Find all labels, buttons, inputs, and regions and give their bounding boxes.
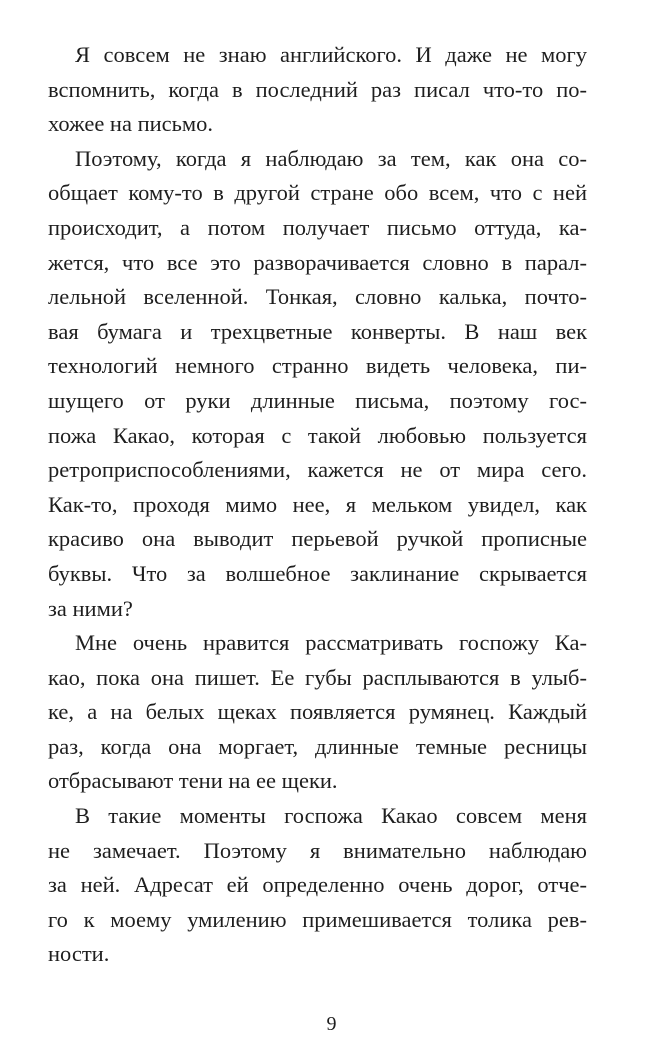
text-line: отбрасывают тени на ее щеки.: [48, 768, 338, 794]
text-line: го к моему умилению примешивается толика рев-: [48, 906, 587, 932]
text-line: жется, что все это разворачивается словно в парал-: [48, 249, 587, 275]
text-line: красиво она выводит перьевой ручкой прописные: [48, 526, 587, 552]
text-line: Я совсем не знаю английского. И даже не могу: [75, 42, 587, 67]
page-body: [48, 38, 587, 972]
text-line: за ней. Адресат ей определенно очень дорог, отче-: [48, 872, 587, 898]
text-line: буквы. Что за волшебное заклинание скрывается: [48, 560, 587, 586]
text-line: Мне очень нравится рассматривать госпожу Ка-: [75, 630, 587, 656]
paragraph: [48, 626, 587, 799]
text-line: шущего от руки длинные письма, поэтому гос-: [48, 387, 587, 413]
text-line: раз, когда она моргает, длинные темные ресницы: [48, 733, 587, 759]
text-line: пожа Какао, которая с такой любовью пользуется: [48, 422, 587, 448]
paragraph: [48, 38, 587, 142]
text-line: као, пока она пишет. Ее губы расплываются в улыб-: [48, 664, 587, 690]
paragraph: [48, 799, 587, 972]
text-line: общает кому-то в другой стране обо всем, что с ней: [48, 180, 587, 206]
text-line: происходит, а потом получает письмо оттуда, ка-: [48, 214, 587, 240]
page-number: 9: [326, 1013, 337, 1035]
text-line: Как-то, проходя мимо нее, я мельком увидел, как: [48, 491, 587, 517]
text-line: ке, а на белых щеках появляется румянец. Каждый: [48, 699, 587, 725]
text-line: вая бумага и трехцветные конверты. В наш век: [48, 318, 587, 344]
text-line: хожее на письмо.: [48, 111, 214, 137]
text-line: за ними?: [48, 595, 133, 621]
text-line: В такие моменты госпожа Какао совсем меня: [75, 803, 587, 829]
text-line: вспомнить, когда в последний раз писал что-то по-: [48, 76, 587, 102]
text-line: не замечает. Поэтому я внимательно наблюдаю: [48, 837, 587, 863]
text-line: технологий немного странно видеть человека, пи-: [48, 353, 587, 379]
text-line: Поэтому, когда я наблюдаю за тем, как она со-: [75, 145, 587, 171]
text-line: ности.: [48, 941, 110, 967]
text-line: ретроприспособлениями, кажется не от мира сего.: [48, 457, 587, 483]
paragraph: [48, 142, 587, 626]
text-line: лельной вселенной. Тонкая, словно калька, почто-: [48, 284, 587, 310]
